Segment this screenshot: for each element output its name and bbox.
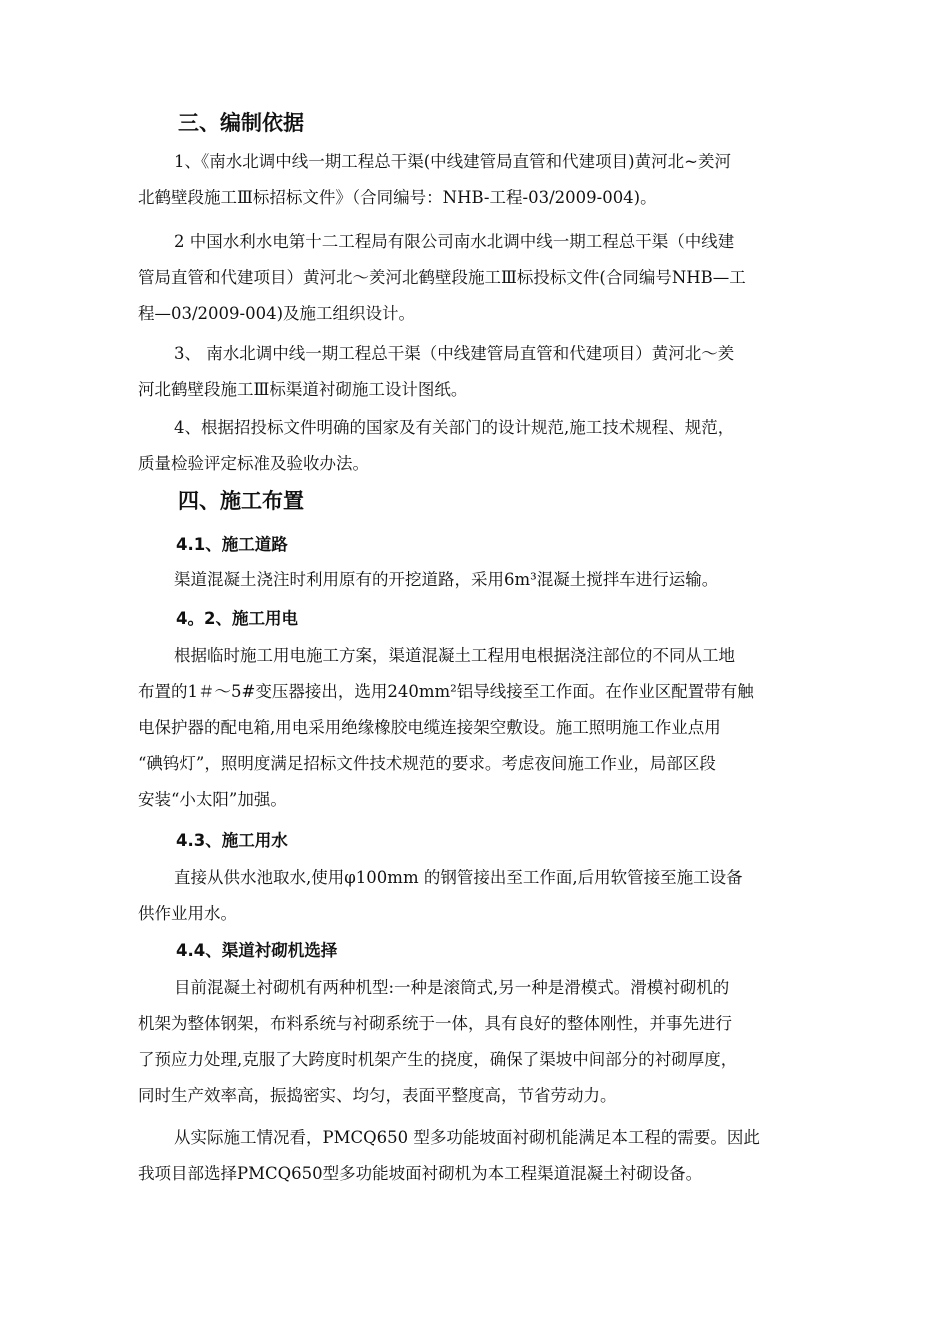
text-line: 了预应力处理,克服了大跨度时机架产生的挠度，确保了渠坡中间部分的衬砌厚度， [138, 1050, 738, 1069]
section-3-item-3 [138, 336, 828, 408]
text-line: 北鹤壁段施工Ⅲ标招标文件》（合同编号：NHB-工程-03/2009-004)。 [138, 188, 657, 207]
text-line: 1、《南水北调中线一期工程总干渠(中线建管局直管和代建项目)黄河北~羑河 [174, 152, 731, 171]
text-line: 我项目部选择PMCQ650型多功能坡面衬砌机为本工程渠道混凝土衬砌设备。 [138, 1164, 703, 1183]
text-line: 质量检验评定标准及验收办法。 [138, 454, 369, 473]
text-line: 渠道混凝土浇注时利用原有的开挖道路，采用6m³混凝土搅拌车进行运输。 [174, 570, 719, 589]
text-line: 机架为整体钢架，布料系统与衬砌系统于一体，具有良好的整体刚性，并事先进行 [138, 1014, 732, 1033]
text-line: 根据临时施工用电施工方案，渠道混凝土工程用电根据浇注部位的不同从工地 [174, 646, 735, 665]
section-4-3-title: 4.3、施工用水 [176, 831, 288, 850]
text-line: 2 中国水利水电第十二工程局有限公司南水北调中线一期工程总干渠（中线建 [174, 232, 735, 251]
text-line: 直接从供水池取水,使用φ100mm 的钢管接出至工作面,后用软管接至施工设备 [174, 868, 743, 887]
section-4-4-title: 4.4、渠道衬砌机选择 [176, 941, 338, 960]
text-line: 安装“小太阳”加强。 [138, 790, 287, 809]
text-line: 3、 南水北调中线一期工程总干渠（中线建管局直管和代建项目）黄河北～羑 [174, 344, 735, 363]
text-line: 同时生产效率高，振捣密实、均匀，表面平整度高，节省劳动力。 [138, 1086, 617, 1105]
section-4-4-text-2 [138, 1120, 828, 1192]
text-line: 供作业用水。 [138, 904, 237, 923]
section-3-item-2 [138, 224, 828, 332]
text-line: 布置的1＃～5#变压器接出，选用240mm²铝导线接至工作面。在作业区配置带有触 [138, 682, 754, 701]
text-line: 河北鹤壁段施工Ⅲ标渠道衬砌施工设计图纸。 [138, 380, 468, 399]
section-3-title: 三、编制依据 [178, 111, 304, 135]
text-line: 4、根据招投标文件明确的国家及有关部门的设计规范,施工技术规程、规范， [174, 418, 735, 437]
section-4-1-text [138, 562, 828, 598]
section-4-2-text [138, 638, 828, 818]
section-4-title: 四、施工布置 [178, 489, 304, 513]
text-line: 电保护器的配电箱,用电采用绝缘橡胶电缆连接架空敷设。施工照明施工作业点用 [138, 718, 721, 737]
text-line: 管局直管和代建项目）黄河北～羑河北鹤壁段施工Ⅲ标投标文件(合同编号NHB—工 [138, 268, 746, 287]
section-4-1-title: 4.1、施工道路 [176, 535, 288, 554]
text-line: “碘钨灯”，照明度满足招标文件技术规范的要求。考虑夜间施工作业，局部区段 [138, 754, 716, 773]
text-line: 程—03/2009-004)及施工组织设计。 [138, 304, 416, 323]
section-4-2-title: 4。2、施工用电 [176, 609, 298, 628]
section-4-3-text [138, 860, 828, 932]
section-3-item-4 [138, 410, 828, 482]
text-line: 目前混凝土衬砌机有两种机型:一种是滚筒式,另一种是滑模式。滑模衬砌机的 [174, 978, 730, 997]
section-3-item-1 [138, 144, 828, 216]
text-line: 从实际施工情况看，PMCQ650 型多功能坡面衬砌机能满足本工程的需要。因此 [174, 1128, 760, 1147]
section-4-4-text-1 [138, 970, 828, 1114]
